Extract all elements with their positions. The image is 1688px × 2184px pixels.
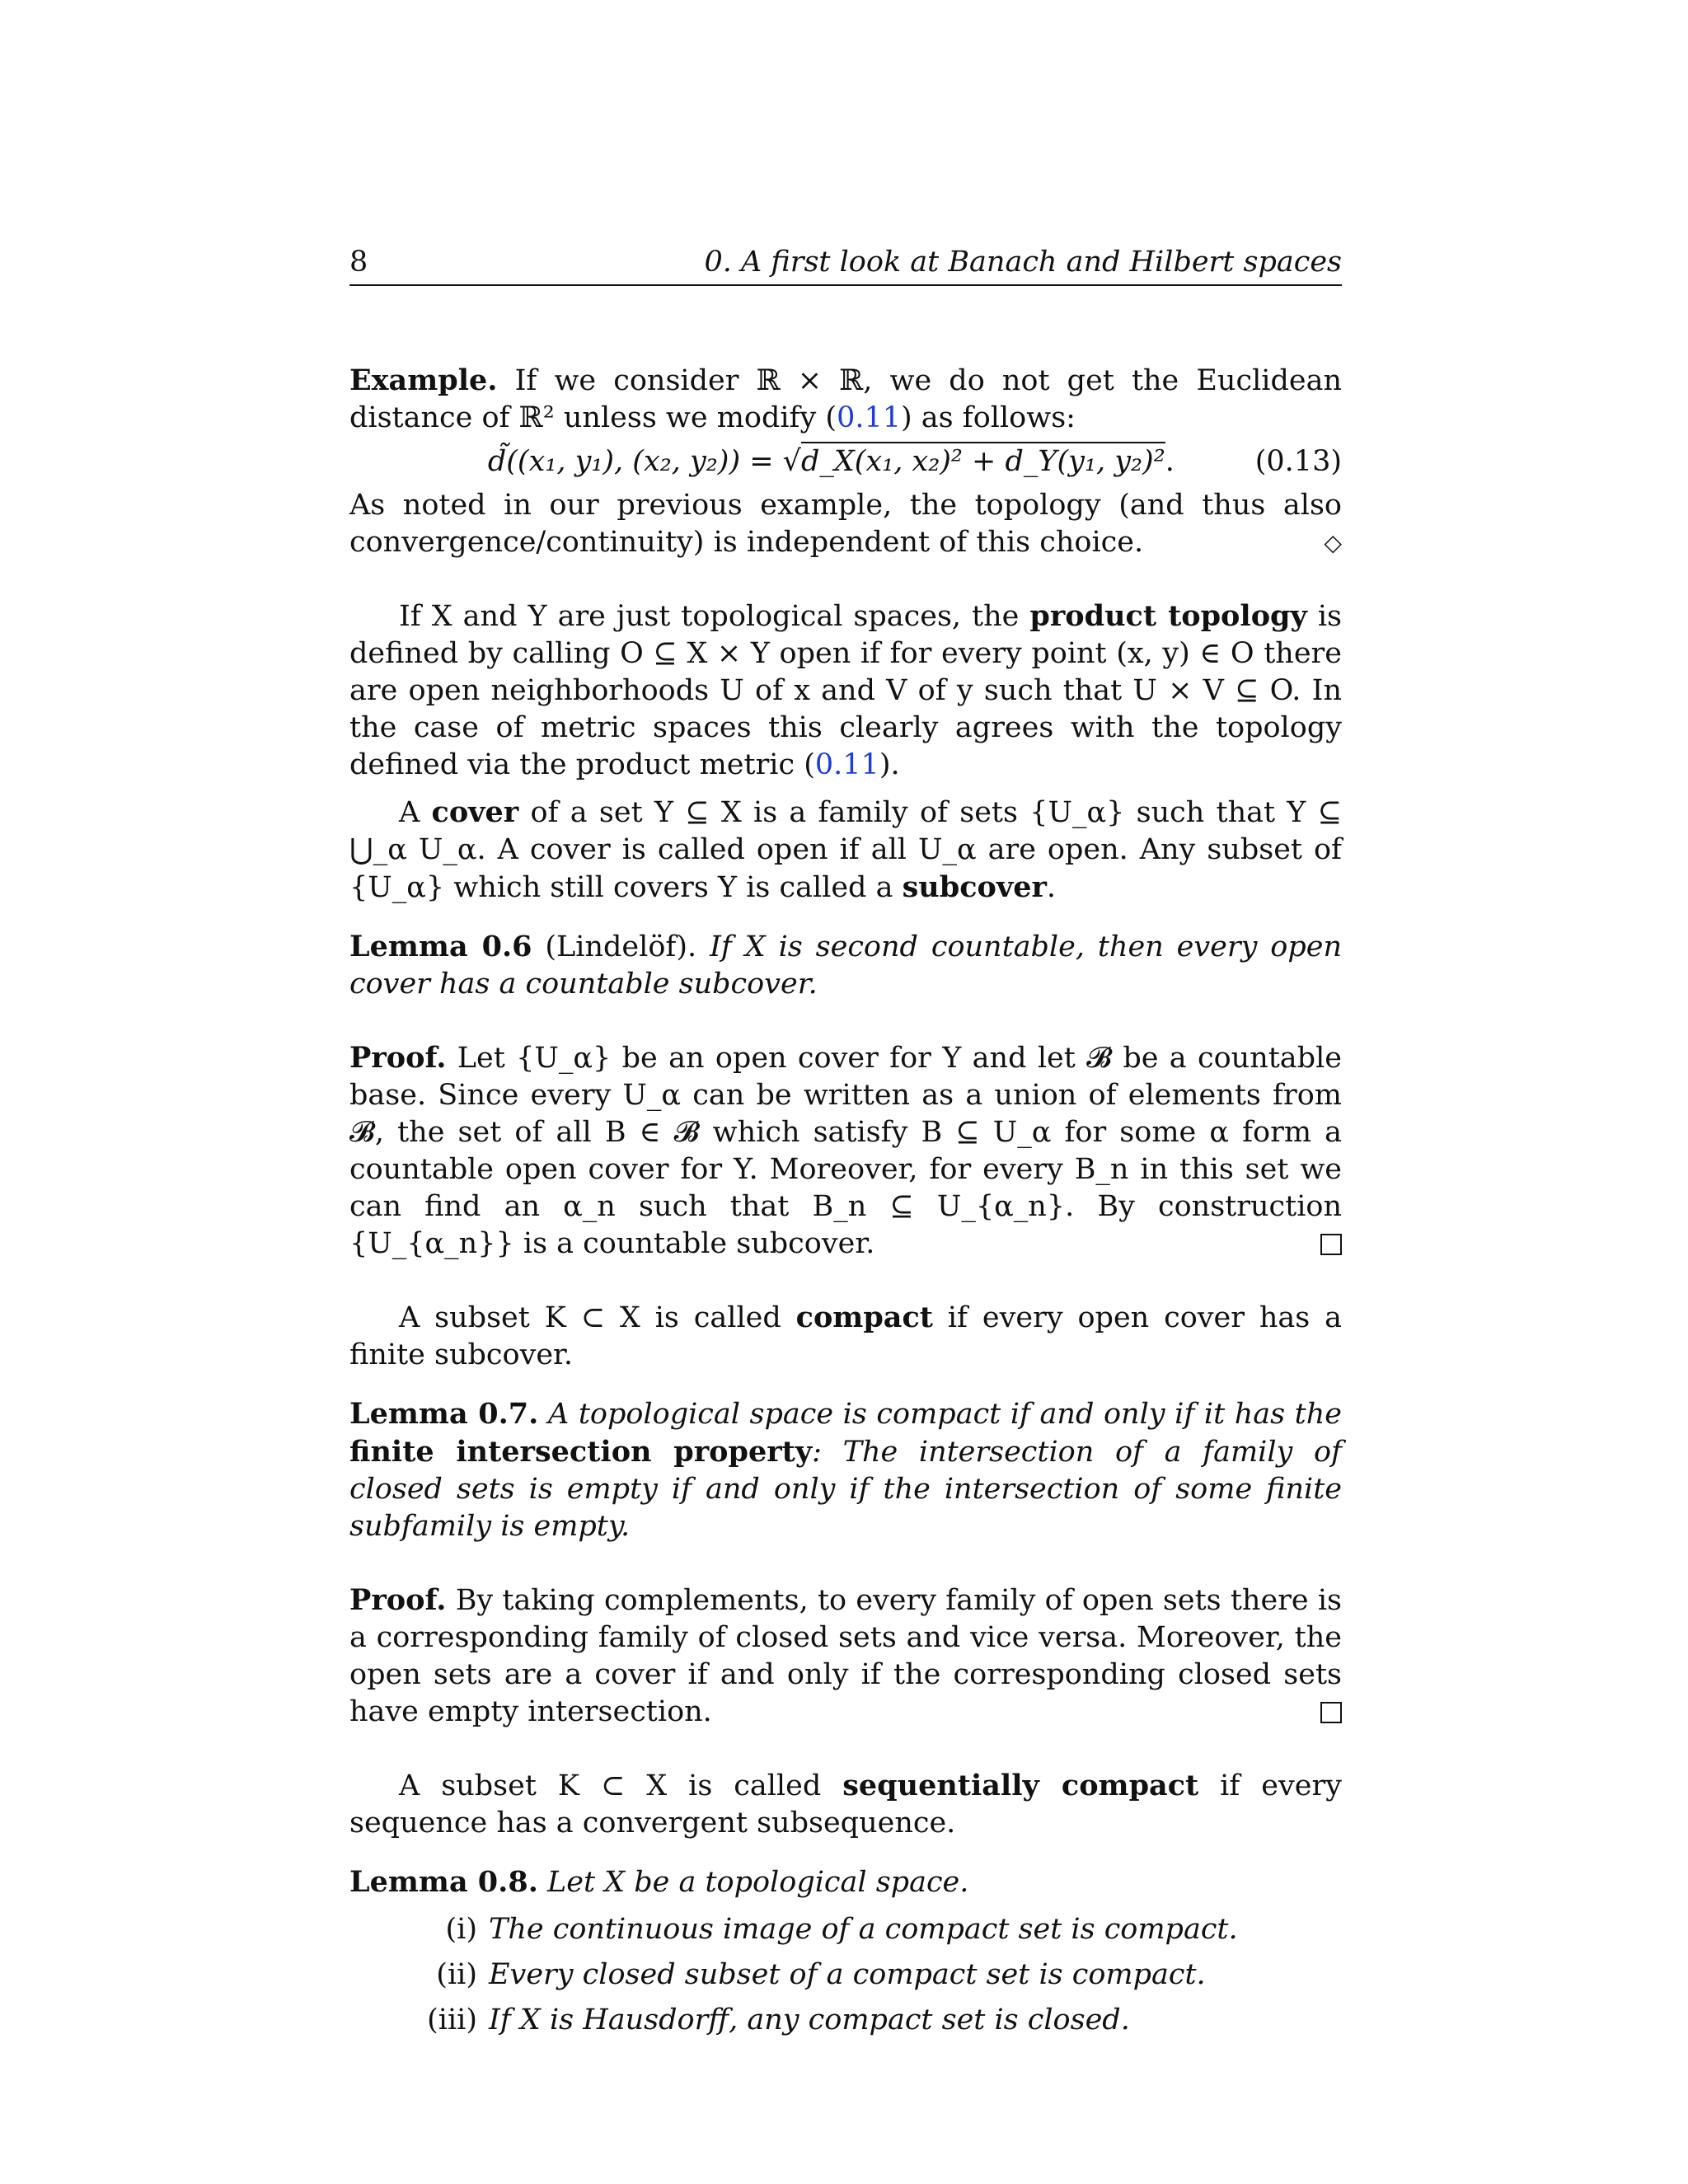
proof-0-7-head: Proof. <box>349 1583 447 1617</box>
proof-0-6: Proof. Let {U_α} be an open cover for Y and let 𝓑 be a countable base. Since every U_α can be written as a union of elements from 𝓑, the set of all B ∈ 𝓑 which satisfy B ⊆ U_α for some α form a countable open cover for Y. Moreover, for every B_n in this set we can find an α_n such that B_n ⊆ U_{α_n}. By construction {U_{α_n}} is a countable subcover. <box>349 1041 1342 1260</box>
equation-end: . <box>1165 445 1175 478</box>
term-product-topology: product topology <box>1029 599 1307 633</box>
proof-0-7: Proof. By taking complements, to every family of open sets there is a corresponding family of closed sets and vice versa. Moreover, the open sets are a cover if and only if the corresponding closed sets have empty intersection. <box>349 1583 1342 1728</box>
term-finite-intersection-property: finite intersection property <box>349 1435 813 1469</box>
sequentially-compact-definition: A subset K ⊂ X is called sequentially compact if every sequence has a convergent subsequence. <box>349 1769 1342 1840</box>
equation-ref-link-2[interactable]: 0.11 <box>814 748 879 781</box>
lemma-0-7: Lemma 0.7. A topological space is compact if and only if it has the finite intersection property: The intersection of a family of closed sets is empty if and only if the intersection of some finite subfamily is empty. <box>349 1397 1343 1543</box>
page-content <box>349 244 1342 2039</box>
list-item: (i) The continuous image of a compact set is compact. <box>445 1913 1238 1946</box>
example-text-a: If we consider ℝ × ℝ, we do not get the Euclidean distance of ℝ² unless we modify ( <box>349 364 1342 434</box>
lemma-0-6 <box>349 928 1342 1003</box>
example-paragraph <box>349 362 1342 437</box>
lemma-0-6-statement: If X is second countable, then every open cover has a countable subcover. <box>349 930 1342 1001</box>
list-item: (ii) Every closed subset of a compact set is compact. <box>436 1958 1206 1991</box>
equation-body <box>349 443 1255 480</box>
compact-definition: A subset K ⊂ X is called compact if every open cover has a finite subcover. <box>349 1301 1342 1371</box>
end-of-example-symbol: ◇ <box>1324 529 1342 556</box>
product-topology-paragraph: If X and Y are just topological spaces, the product topology is defined by calling O ⊆ X × Y open if for every point (x, y) ∈ O there are open neighborhoods U of x and V of y such that U × V ⊆ O. In the case of metric spaces this clearly agrees with the topology defined via the product metric (0.11). <box>349 599 1342 781</box>
list-item: (iii) If X is Hausdorff, any compact set is closed. <box>427 2004 1130 2036</box>
cover-paragraph: A cover of a set Y ⊆ X is a family of sets {U_α} such that Y ⊆ ⋃_α U_α. A cover is called open if all U_α are open. Any subset of {U_α} which still covers Y is called a subcover. <box>349 795 1342 904</box>
lemma-0-8-list <box>349 1911 1342 2039</box>
chapter-title: 0. A first look at Banach and Hilbert spaces <box>704 246 1342 279</box>
equation-013 <box>349 443 1342 480</box>
page-number: 8 <box>349 246 368 279</box>
term-compact: compact <box>795 1301 933 1334</box>
running-head <box>349 244 1342 286</box>
lemma-0-8-head: Lemma 0.8. <box>349 1865 538 1899</box>
term-sequentially-compact: sequentially compact <box>842 1769 1199 1802</box>
equation-ref-link[interactable]: 0.11 <box>837 401 902 434</box>
lemma-0-6-head: Lemma 0.6 <box>349 930 532 963</box>
equation-radicand: d_X(x₁, x₂)² + d_Y(y₁, y₂)² <box>801 442 1165 478</box>
qed-symbol <box>1320 1702 1342 1723</box>
qed-symbol <box>1320 1234 1342 1255</box>
example-text-b: ) as follows: <box>901 401 1076 434</box>
proof-0-6-head: Proof. <box>349 1041 447 1075</box>
equation-number: (0.13) <box>1254 445 1342 478</box>
equation-lhs: d̃((x₁, y₁), (x₂, y₂)) = √ <box>487 445 801 478</box>
example-after: As noted in our previous example, the topology (and thus also convergence/continuity) is independent of this choice. ◇ <box>349 487 1342 561</box>
term-cover: cover <box>431 795 519 829</box>
lemma-0-6-attribution: (Lindelöf). <box>532 930 697 963</box>
term-subcover: subcover <box>902 870 1047 904</box>
lemma-0-8: Lemma 0.8. Let X be a topological space. <box>349 1865 969 1899</box>
example-head: Example. <box>349 363 498 397</box>
lemma-0-7-head: Lemma 0.7. <box>349 1397 539 1431</box>
